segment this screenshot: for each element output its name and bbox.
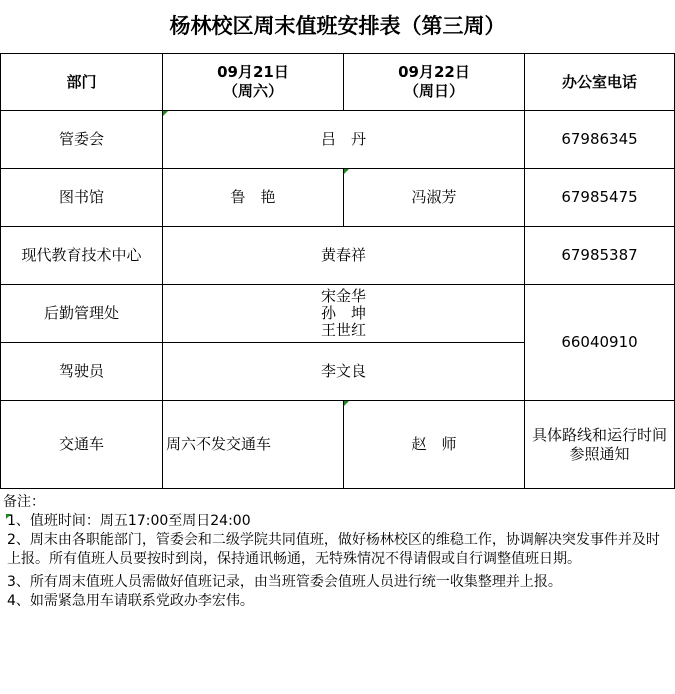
header-day1-weekday: （周六）: [222, 82, 283, 100]
duty-cell-both-days: 李文良: [163, 343, 525, 401]
comment-marker: [6, 514, 11, 519]
phone-note-line: 参照通知: [569, 444, 630, 463]
phone-cell: 67985387: [525, 227, 675, 285]
dept-cell: 驾驶员: [1, 343, 163, 401]
table-row: [1, 227, 675, 285]
table-row: [1, 111, 675, 169]
duty-name: 孙 坤: [320, 304, 366, 322]
duty-cell-day2: [344, 169, 525, 227]
duty-cell-day1: 鲁 艳: [163, 169, 344, 227]
duty-name: 吕 丹: [320, 130, 366, 148]
table-header-row: [1, 54, 675, 111]
header-day1: [163, 54, 344, 111]
comment-marker: [344, 401, 349, 406]
dept-cell: 现代教育技术中心: [1, 227, 163, 285]
duty-schedule-table: [0, 53, 675, 489]
duty-name: 宋金华: [320, 287, 366, 305]
phone-cell: [525, 401, 675, 489]
table-row: [1, 401, 675, 489]
comment-marker: [344, 169, 349, 174]
phone-cell: 66040910: [525, 285, 675, 401]
dept-cell: 图书馆: [1, 169, 163, 227]
note-item: 4、如需紧急用车请联系党政办李宏伟。: [7, 593, 254, 609]
notes-section: [3, 493, 671, 611]
header-day1-date: 09月21日: [217, 63, 289, 81]
duty-cell-both-days: 黄春祥: [163, 227, 525, 285]
note-item: 2、周末由各职能部门，管委会和二级学院共同值班，做好杨林校区的维稳工作，协调解决突发事件并及时上报。所有值班人员要按时到岗，保持通讯畅通，无特殊情况不得请假或自行调整值班日期。: [7, 532, 660, 567]
duty-name: 冯淑芳: [411, 188, 457, 206]
dept-cell: 交通车: [1, 401, 163, 489]
page-title: 杨林校区周末值班安排表（第三周）: [169, 14, 506, 38]
table-row: [1, 285, 675, 343]
duty-cell-day1: 周六不发交通车: [163, 401, 344, 489]
duty-cell-both-days: [163, 111, 525, 169]
note-item: 3、所有周末值班人员需做好值班记录，由当班管委会值班人员进行统一收集整理并上报。: [7, 574, 562, 590]
header-day2-weekday: （周日）: [403, 82, 464, 100]
header-day2-date: 09月22日: [398, 63, 470, 81]
duty-cell-both-days: [163, 285, 525, 343]
notes-label: 备注：: [3, 494, 45, 510]
phone-cell: 67985475: [525, 169, 675, 227]
header-day2: [344, 54, 525, 111]
table-row: [1, 169, 675, 227]
phone-note-line: 具体路线和运行时间: [531, 425, 667, 444]
header-phone: 办公室电话: [525, 54, 675, 111]
duty-cell-day2: [344, 401, 525, 489]
comment-marker: [163, 111, 168, 116]
dept-cell: 管委会: [1, 111, 163, 169]
duty-name: 王世红: [320, 321, 366, 339]
note-item: [3, 512, 671, 531]
note-text: 1、值班时间：周五17:00至周日24:00: [7, 513, 251, 529]
dept-cell: 后勤管理处: [1, 285, 163, 343]
header-dept: 部门: [1, 54, 163, 111]
duty-name: 赵 师: [411, 435, 457, 453]
phone-cell: 67986345: [525, 111, 675, 169]
